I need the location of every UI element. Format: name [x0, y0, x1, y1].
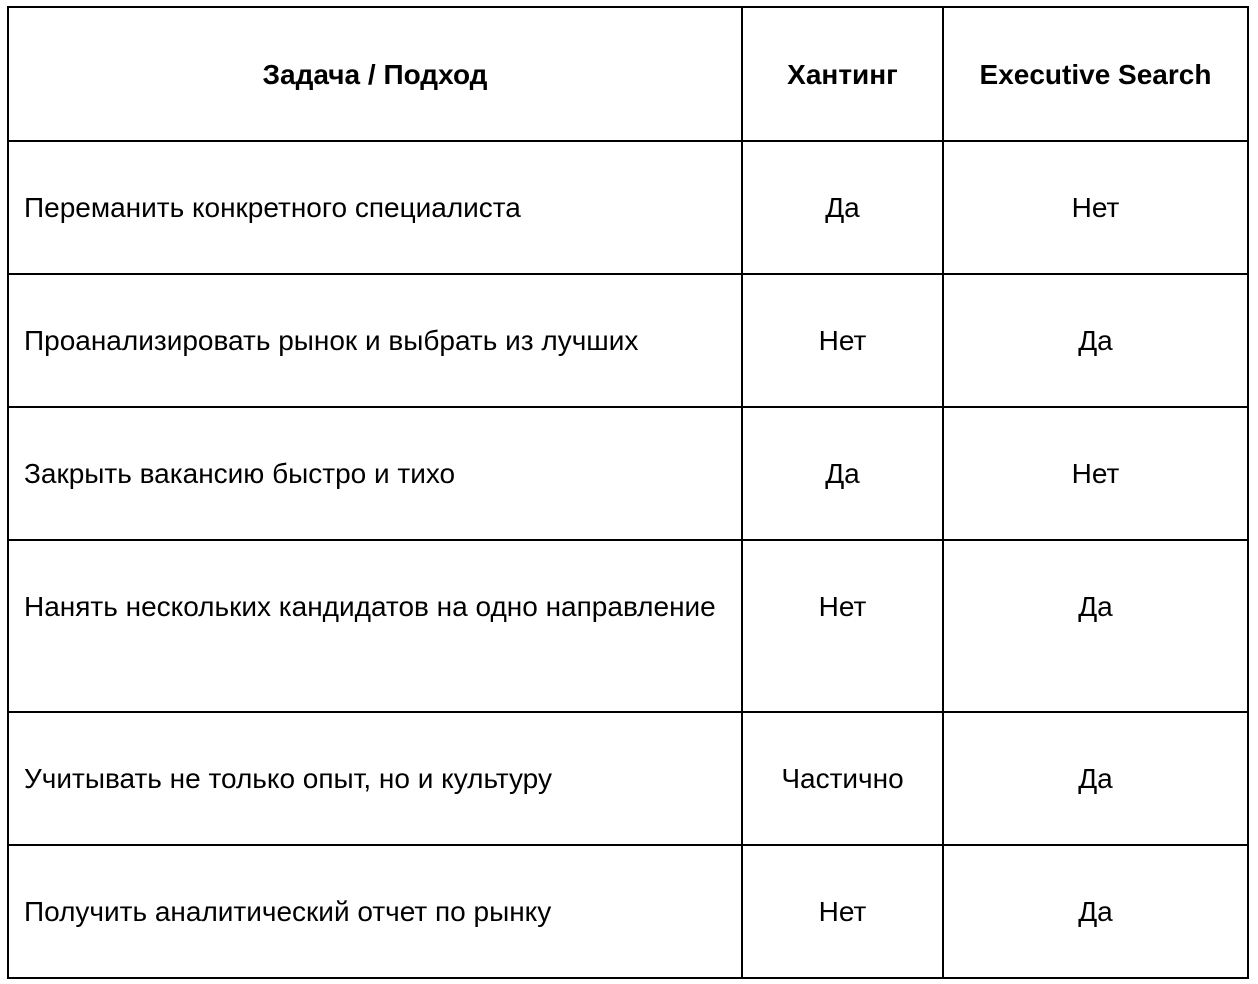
executive-search-cell: Нет: [943, 141, 1248, 274]
task-cell: Получить аналитический отчет по рынку: [8, 845, 742, 978]
header-hunting: Хантинг: [742, 7, 943, 141]
header-row: [8, 7, 1248, 141]
task-cell: Переманить конкретного специалиста: [8, 141, 742, 274]
executive-search-cell: Нет: [943, 407, 1248, 540]
header-executive-search: Executive Search: [943, 7, 1248, 141]
executive-search-cell: Да: [943, 845, 1248, 978]
executive-search-cell: Да: [943, 712, 1248, 845]
executive-search-cell: Да: [943, 540, 1248, 712]
hunting-cell: Частично: [742, 712, 943, 845]
table-row: [8, 141, 1248, 274]
comparison-table: [7, 6, 1249, 979]
header-task-approach: Задача / Подход: [8, 7, 742, 141]
hunting-cell: Нет: [742, 540, 943, 712]
table-row: [8, 274, 1248, 407]
table-row: [8, 845, 1248, 978]
task-cell: Учитывать не только опыт, но и культуру: [8, 712, 742, 845]
task-cell: Закрыть вакансию быстро и тихо: [8, 407, 742, 540]
table-row: [8, 540, 1248, 712]
hunting-cell: Да: [742, 141, 943, 274]
hunting-cell: Да: [742, 407, 943, 540]
task-cell: Проанализировать рынок и выбрать из лучших: [8, 274, 742, 407]
hunting-cell: Нет: [742, 274, 943, 407]
table-row: [8, 712, 1248, 845]
task-cell: Нанять нескольких кандидатов на одно направление: [8, 540, 742, 712]
executive-search-cell: Да: [943, 274, 1248, 407]
table-row: [8, 407, 1248, 540]
hunting-cell: Нет: [742, 845, 943, 978]
